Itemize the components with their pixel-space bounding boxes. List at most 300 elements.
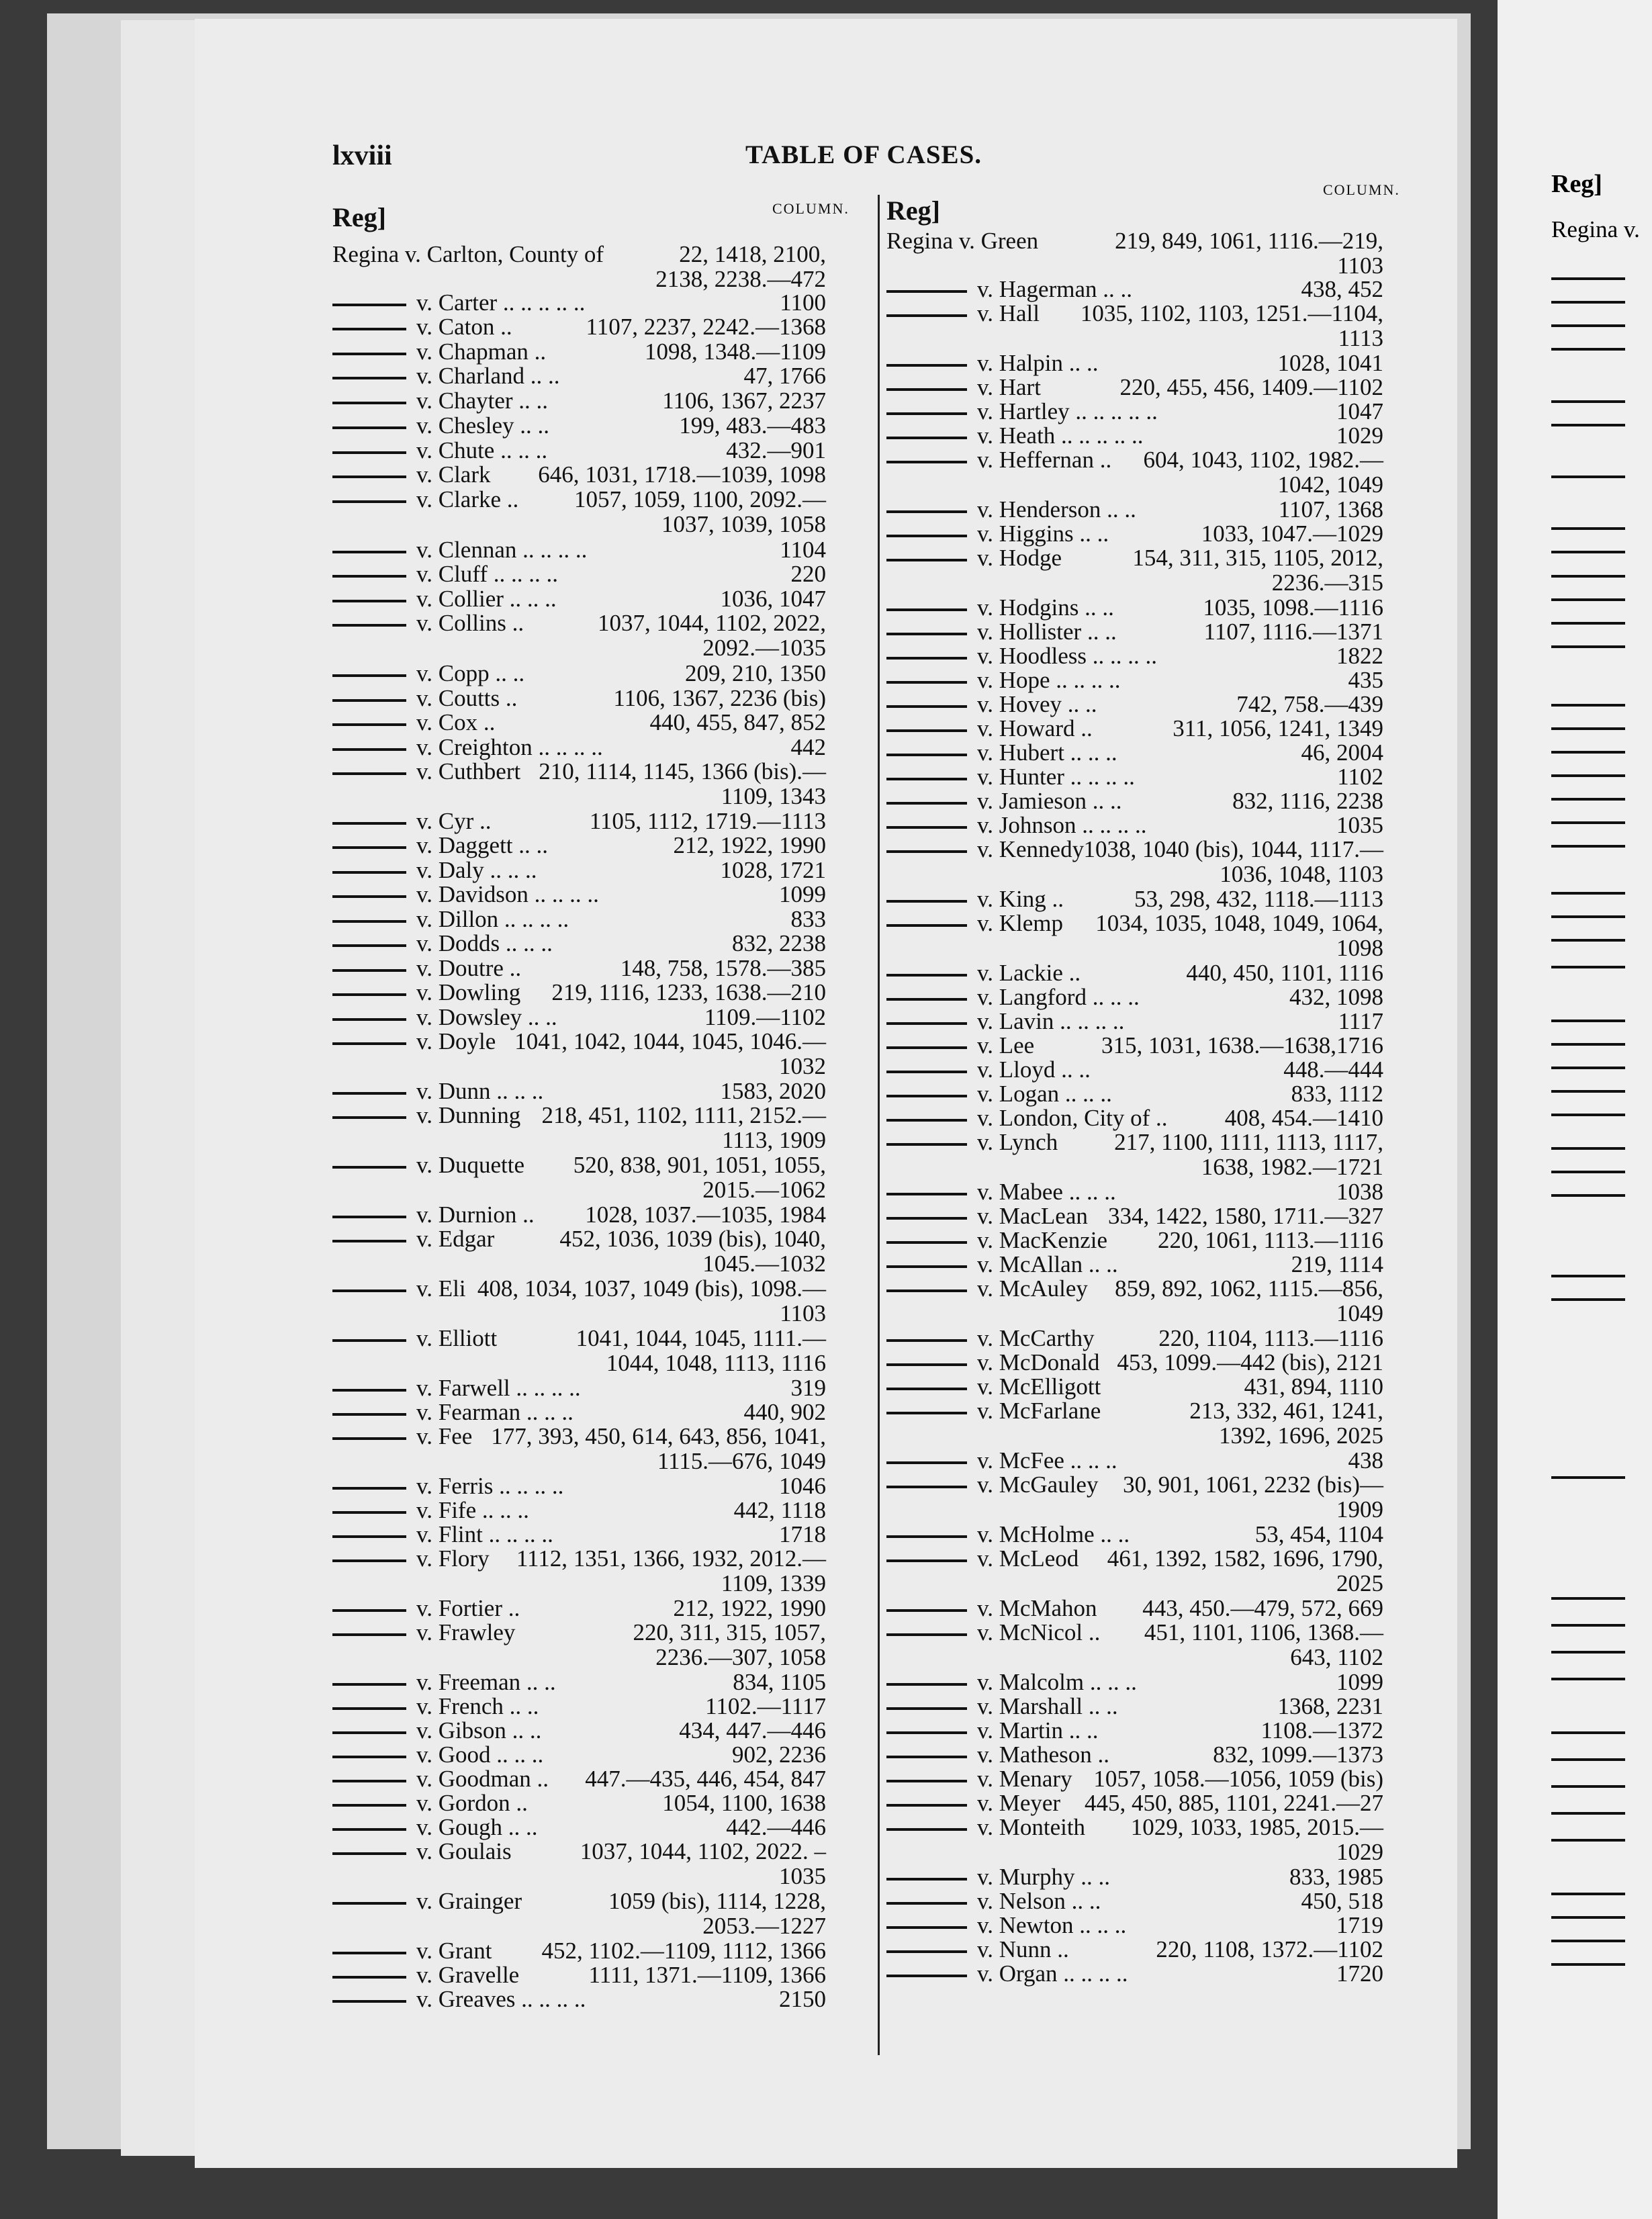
case-column-refs: 1720 [1336, 1960, 1383, 1987]
case-name: v. Fearman .. .. .. [416, 1399, 573, 1425]
case-column-refs: 212, 1922, 1990 [673, 1595, 826, 1621]
case-column-refs: 1106, 1367, 2236 (bis) [613, 685, 826, 711]
ditto-dash [886, 998, 967, 1001]
ditto-dash [886, 412, 967, 415]
case-name: v. McAllan .. .. [977, 1251, 1118, 1277]
case-column-refs: 1822 [1336, 643, 1383, 669]
case-name: v. McFee .. .. .. [977, 1447, 1117, 1474]
case-column-refs: 47, 1766 [743, 363, 826, 389]
ditto-dash [332, 451, 406, 454]
case-column-refs: 461, 1392, 1582, 1696, 1790, [1107, 1545, 1383, 1572]
case-column-refs: 431, 894, 1110 [1244, 1373, 1383, 1400]
right-column-label: COLUMN. [1323, 181, 1400, 198]
case-entry [886, 1889, 1397, 1913]
ditto-dash [1551, 751, 1625, 754]
ditto-dash [886, 974, 967, 977]
ditto-dash [332, 377, 406, 379]
case-entry [886, 788, 1397, 813]
case-name: v. Hartley .. .. .. .. .. [977, 398, 1158, 424]
case-column-refs: 311, 1056, 1241, 1349 [1173, 715, 1383, 741]
case-column-refs: 1111, 1371.—1109, 1366 [588, 1962, 826, 1988]
case-column-refs-continued: 1113, 1909 [722, 1127, 826, 1153]
case-column-refs: 1037, 1044, 1102, 2022. – [580, 1838, 826, 1864]
ditto-dash [1551, 575, 1625, 578]
ditto-dash [886, 1388, 967, 1390]
case-entry [332, 661, 839, 686]
case-column-refs: 1033, 1047.—1029 [1201, 520, 1383, 547]
case-column-refs-continued: 1032 [779, 1053, 826, 1079]
ditto-dash [1551, 1940, 1625, 1942]
case-name: v. Henderson .. .. [977, 496, 1136, 523]
ditto-dash [886, 1119, 967, 1122]
case-entry [332, 907, 839, 932]
case-column-refs: 46, 2004 [1301, 739, 1383, 766]
left-column-head: Reg] [332, 202, 386, 232]
case-column-refs: 1028, 1037.—1035, 1984 [585, 1202, 826, 1228]
ditto-dash [332, 699, 406, 702]
case-column-refs: 443, 450.—479, 572, 669 [1142, 1595, 1383, 1621]
case-entry [886, 595, 1397, 620]
case-entry [886, 1228, 1397, 1253]
case-column-refs: 1107, 2237, 2242.—1368 [586, 314, 826, 340]
ditto-dash [1551, 400, 1625, 403]
case-column-refs: 833 [790, 906, 826, 932]
case-name: v. Hart [977, 374, 1041, 400]
case-name: v. Kennedy [977, 836, 1085, 862]
case-name: v. Dillon .. .. .. .. [416, 906, 569, 932]
ditto-dash [886, 388, 967, 391]
case-entry [332, 931, 839, 956]
ditto-dash [1551, 1171, 1625, 1173]
case-column-refs: 219, 1116, 1233, 1638.—210 [551, 979, 826, 1005]
ditto-dash [886, 1559, 967, 1562]
case-name: v. Mabee .. .. .. [977, 1179, 1116, 1205]
case-column-refs: 220, 455, 456, 1409.—1102 [1119, 374, 1383, 400]
case-name: v. Doutre .. [416, 955, 522, 981]
next-page-subhead: Regina v. [1551, 216, 1640, 242]
case-column-refs: 209, 210, 1350 [685, 660, 826, 686]
case-entry [886, 1718, 1397, 1743]
case-column-refs: 832, 2238 [732, 930, 826, 956]
case-column-refs: 1041, 1042, 1044, 1045, 1046.— [514, 1028, 826, 1054]
case-name: v. London, City of .. [977, 1105, 1168, 1131]
ditto-dash [886, 924, 967, 927]
right-column-head: Reg] [886, 195, 940, 226]
case-column-refs: 646, 1031, 1718.—1039, 1098 [538, 461, 826, 488]
case-column-refs: 1057, 1059, 1100, 2092.— [574, 486, 826, 512]
case-entry [886, 1057, 1397, 1082]
case-name: v. Greaves .. .. .. .. [416, 1986, 586, 2012]
case-column-refs: 148, 758, 1578.—385 [620, 955, 826, 981]
case-entry [886, 740, 1397, 765]
case-column-refs: 1035, 1102, 1103, 1251.—1104, [1080, 300, 1383, 326]
ditto-dash [332, 600, 406, 602]
case-name: v. Clarke .. [416, 486, 519, 512]
ditto-dash [886, 850, 967, 853]
ditto-dash [332, 402, 406, 404]
ditto-dash [886, 1756, 967, 1758]
case-entry [886, 837, 1397, 887]
case-column-refs: 220, 1104, 1113.—1116 [1158, 1325, 1383, 1351]
case-name: v. Lavin .. .. .. .. [977, 1008, 1125, 1034]
case-name: v. Cox .. [416, 709, 496, 735]
case-name: v. Lackie .. [977, 960, 1081, 986]
case-entry [886, 1694, 1397, 1719]
ditto-dash [332, 920, 406, 923]
case-column-refs: 1028, 1721 [720, 857, 826, 883]
case-column-refs: 447.—435, 446, 454, 847 [585, 1766, 826, 1792]
case-column-refs: 22, 1418, 2100, [679, 241, 826, 267]
case-name: v. Fife .. .. .. [416, 1497, 529, 1523]
case-name: v. Hollister .. .. [977, 619, 1117, 645]
case-name: v. Gough .. .. [416, 1814, 538, 1840]
case-column-refs-continued: 2015.—1062 [702, 1177, 826, 1203]
ditto-dash [1551, 1758, 1625, 1761]
case-column-refs: 902, 2236 [732, 1741, 826, 1768]
case-entry [886, 1472, 1397, 1522]
ditto-dash [886, 900, 967, 903]
case-name: v. Flint .. .. .. .. [416, 1521, 553, 1547]
case-name: Regina v. Carlton, County of [332, 241, 604, 267]
case-entry [886, 1204, 1397, 1228]
case-column-refs: 1038, 1040 (bis), 1044, 1117.— [1083, 836, 1383, 862]
case-name: v. Freeman .. .. [416, 1669, 556, 1695]
case-column-refs: 1035, 1098.—1116 [1203, 594, 1383, 621]
case-name: v. Chapman .. [416, 338, 547, 365]
ditto-dash [332, 1389, 406, 1392]
case-column-refs: 177, 393, 450, 614, 643, 856, 1041, [491, 1423, 826, 1449]
ditto-dash [332, 1559, 406, 1562]
case-name: v. Grainger [416, 1888, 522, 1914]
ditto-dash [332, 1609, 406, 1612]
case-column-refs: 1102 [1337, 764, 1383, 790]
ditto-dash [332, 426, 406, 429]
case-name: v. Hovey .. .. [977, 691, 1097, 717]
case-column-refs: 220, 311, 315, 1057, [633, 1619, 826, 1645]
ditto-dash [332, 1535, 406, 1538]
case-entry [332, 759, 839, 809]
ditto-dash [332, 1018, 406, 1021]
case-column-refs: 1059 (bis), 1114, 1228, [608, 1888, 826, 1914]
case-name: v. Gordon .. [416, 1790, 528, 1816]
case-name: v. McMahon [977, 1595, 1097, 1621]
ditto-dash [1551, 966, 1625, 968]
ditto-dash [1551, 915, 1625, 918]
ditto-dash [332, 993, 406, 996]
ditto-dash [1551, 1731, 1625, 1734]
case-entry [886, 1448, 1397, 1473]
case-entry [332, 833, 839, 858]
case-name: v. Daggett .. .. [416, 832, 549, 858]
case-entry [332, 290, 839, 315]
case-name: v. Gravelle [416, 1962, 520, 1988]
case-column-refs: 220, 1061, 1113.—1116 [1157, 1227, 1383, 1253]
ditto-dash [332, 1756, 406, 1758]
case-column-refs-continued: 1115.—676, 1049 [657, 1448, 826, 1474]
case-name: v. Lloyd .. .. [977, 1056, 1091, 1083]
case-entry [332, 388, 839, 413]
ditto-dash [1551, 476, 1625, 478]
case-column-refs: 832, 1099.—1373 [1213, 1741, 1383, 1768]
case-column-refs-continued: 1044, 1048, 1113, 1116 [606, 1350, 826, 1376]
ditto-dash [886, 1878, 967, 1881]
case-column-refs-continued: 1638, 1982.—1721 [1201, 1154, 1383, 1180]
ditto-dash [886, 535, 967, 537]
case-entry [886, 1033, 1397, 1058]
case-entry [886, 301, 1397, 351]
case-entry [332, 710, 839, 735]
case-column-refs: 217, 1100, 1111, 1113, 1117, [1114, 1129, 1383, 1155]
case-name: v. Matheson .. [977, 1741, 1110, 1768]
ditto-dash [332, 353, 406, 355]
case-name: v. Cluff .. .. .. .. [416, 561, 558, 587]
case-entry [332, 1815, 839, 1840]
ditto-dash [886, 1265, 967, 1268]
ditto-dash [886, 802, 967, 805]
case-name: v. Higgins .. .. [977, 520, 1109, 547]
case-entry [332, 1498, 839, 1523]
case-name: v. McFarlane [977, 1398, 1101, 1424]
case-column-refs: 220 [790, 561, 826, 587]
case-name: v. Ferris .. .. .. .. [416, 1473, 564, 1499]
case-column-refs: 53, 454, 1104 [1254, 1521, 1383, 1547]
case-entry [332, 1103, 839, 1152]
ditto-dash [332, 1487, 406, 1490]
case-column-refs: 408, 454.—1410 [1224, 1105, 1383, 1131]
case-column-refs-continued: 1037, 1039, 1058 [661, 511, 826, 537]
case-entry [886, 497, 1397, 522]
case-name: Regina v. Green [886, 228, 1039, 254]
ditto-dash [1551, 1275, 1625, 1277]
case-column-refs: 154, 311, 315, 1105, 2012, [1132, 545, 1383, 571]
case-column-refs: 1029 [1336, 422, 1383, 449]
case-column-refs: 30, 901, 1061, 2232 (bis)— [1123, 1471, 1383, 1498]
case-entry [886, 1815, 1397, 1864]
case-name: v. Chute .. .. .. [416, 437, 548, 463]
case-entry [332, 882, 839, 907]
ditto-dash [1551, 1916, 1625, 1919]
ditto-dash [332, 1216, 406, 1218]
ditto-dash [332, 1828, 406, 1831]
case-entry [886, 1276, 1397, 1326]
column-divider [878, 195, 880, 2055]
case-entry [332, 735, 839, 760]
case-column-refs: 834, 1105 [733, 1669, 826, 1695]
case-entry [332, 809, 839, 833]
case-name: v. Heath .. .. .. .. .. [977, 422, 1144, 449]
case-column-refs: 1099 [779, 881, 826, 907]
ditto-dash [1551, 645, 1625, 648]
case-name: v. Organ .. .. .. .. [977, 1960, 1128, 1987]
case-entry [886, 813, 1397, 837]
case-entry [886, 1961, 1397, 1986]
ditto-dash [1551, 727, 1625, 730]
case-entry [332, 1276, 839, 1326]
ditto-dash [886, 1707, 967, 1710]
case-name: v. Hodgins .. .. [977, 594, 1114, 621]
ditto-dash [886, 1412, 967, 1414]
ditto-dash [886, 1071, 967, 1073]
case-entry [886, 1130, 1397, 1179]
page-number: lxviii [332, 140, 392, 171]
ditto-dash [1551, 1298, 1625, 1301]
case-column-refs: 520, 838, 901, 1051, 1055, [573, 1152, 826, 1178]
ditto-dash [332, 1042, 406, 1045]
case-column-refs: 438, 452 [1301, 276, 1383, 302]
case-column-refs: 315, 1031, 1638.—1638,1716 [1101, 1032, 1383, 1058]
case-column-refs: 220, 1108, 1372.—1102 [1156, 1936, 1383, 1962]
ditto-dash [886, 1780, 967, 1782]
case-column-refs: 440, 450, 1101, 1116 [1186, 960, 1383, 986]
ditto-dash [886, 1535, 967, 1538]
case-name: v. Jamieson .. .. [977, 788, 1122, 814]
next-page-fragment [1498, 0, 1652, 2219]
ditto-dash [886, 778, 967, 780]
ditto-dash [886, 1046, 967, 1049]
ditto-dash [332, 500, 406, 503]
case-column-refs: 1105, 1112, 1719.—1113 [589, 808, 826, 834]
ditto-dash [886, 1609, 967, 1612]
case-name: v. Dowling [416, 979, 521, 1005]
ditto-dash [332, 674, 406, 677]
case-entry [886, 716, 1397, 741]
case-name: v. Klemp [977, 910, 1063, 936]
case-entry [886, 887, 1397, 911]
case-name: v. Clark [416, 461, 491, 488]
ditto-dash [886, 1633, 967, 1636]
ditto-dash [332, 1852, 406, 1855]
case-entry [332, 980, 839, 1005]
case-entry [886, 1864, 1397, 1889]
case-name: v. Dunning [416, 1102, 521, 1128]
case-entry [886, 375, 1397, 400]
case-entry [332, 438, 839, 463]
ditto-dash [1551, 424, 1625, 426]
ditto-dash [886, 1902, 967, 1905]
case-name: v. Creighton .. .. .. .. [416, 734, 603, 760]
case-entry [886, 351, 1397, 375]
case-column-refs: 432.—901 [726, 437, 826, 463]
case-name: v. Chesley .. .. [416, 412, 549, 439]
case-name: v. Logan .. .. .. [977, 1081, 1112, 1107]
case-name: v. Clennan .. .. .. .. [416, 537, 588, 563]
case-name: v. Grant [416, 1938, 492, 1964]
case-entry [886, 423, 1397, 448]
case-name: v. Dunn .. .. .. [416, 1078, 544, 1104]
ditto-dash [886, 633, 967, 635]
case-name: v. Fortier .. [416, 1595, 520, 1621]
case-column-refs: 833, 1112 [1291, 1081, 1383, 1107]
ditto-dash [332, 969, 406, 972]
case-column-refs: 1041, 1044, 1045, 1111.— [576, 1325, 826, 1351]
ditto-dash [1551, 1067, 1625, 1069]
case-column-refs-continued: 1109, 1343 [721, 783, 826, 809]
ditto-dash [1551, 1624, 1625, 1627]
case-entry [332, 1620, 839, 1670]
ditto-dash [1551, 1651, 1625, 1654]
case-name: v. Daly .. .. .. [416, 857, 537, 883]
case-entry [886, 764, 1397, 789]
case-entry [886, 1596, 1397, 1621]
case-column-refs: 453, 1099.—442 (bis), 2121 [1117, 1349, 1383, 1375]
case-column-refs-continued: 1103 [1337, 253, 1383, 279]
case-entry [886, 399, 1397, 424]
ditto-dash [886, 461, 967, 463]
case-column-refs: 451, 1101, 1106, 1368.— [1144, 1619, 1383, 1645]
ditto-dash [886, 1461, 967, 1464]
ditto-dash [332, 723, 406, 726]
case-name: v. Hunter .. .. .. .. [977, 764, 1135, 790]
ditto-dash [1551, 324, 1625, 327]
ditto-dash [1551, 704, 1625, 707]
case-entry [886, 1374, 1397, 1399]
case-entry [332, 413, 839, 438]
ditto-dash [886, 1950, 967, 1953]
ditto-dash [332, 1116, 406, 1119]
ditto-dash [332, 1952, 406, 1954]
case-name: v. Davidson .. .. .. .. [416, 881, 599, 907]
ditto-dash [886, 705, 967, 708]
book-page [195, 19, 1457, 2168]
case-column-refs-continued: 2025 [1336, 1570, 1383, 1596]
case-column-refs: 1028, 1041 [1277, 350, 1383, 376]
case-column-refs: 199, 483.—483 [679, 412, 826, 439]
ditto-dash [886, 1804, 967, 1807]
page-edge [121, 20, 201, 2156]
case-column-refs-continued: 2092.—1035 [702, 635, 826, 661]
case-column-refs: 319 [790, 1375, 826, 1401]
ditto-dash [332, 1413, 406, 1416]
case-column-refs: 833, 1985 [1289, 1864, 1383, 1890]
case-name: v. McLeod [977, 1545, 1079, 1572]
ditto-dash [1551, 1114, 1625, 1116]
ditto-dash [1551, 939, 1625, 942]
case-column-refs: 1117 [1338, 1008, 1383, 1034]
case-entry [332, 1474, 839, 1498]
case-column-refs-continued: 2236.—315 [1271, 570, 1383, 596]
case-name: v. Copp .. .. [416, 660, 525, 686]
ditto-dash [1551, 598, 1625, 601]
case-column-refs: 440, 902 [743, 1399, 826, 1425]
case-name: v. Hall [977, 300, 1040, 326]
case-name: v. Monteith [977, 1814, 1086, 1840]
case-column-refs: 448.—444 [1283, 1056, 1383, 1083]
ditto-dash [886, 1217, 967, 1220]
ditto-dash [886, 1241, 967, 1244]
case-column-refs: 442.—446 [726, 1814, 826, 1840]
case-name: v. Collier .. .. .. [416, 586, 557, 612]
ditto-dash [332, 1511, 406, 1514]
ditto-dash [886, 510, 967, 513]
ditto-dash [1551, 1020, 1625, 1022]
ditto-dash [1551, 1785, 1625, 1788]
case-entry [332, 858, 839, 882]
case-column-refs: 452, 1036, 1039 (bis), 1040, [559, 1226, 826, 1252]
case-column-refs-continued: 1029 [1336, 1839, 1383, 1865]
case-column-refs-continued: 1049 [1336, 1300, 1383, 1326]
case-name: v. Carter .. .. .. .. .. [416, 289, 586, 316]
ditto-dash [332, 1339, 406, 1342]
ditto-dash [332, 575, 406, 578]
case-entry [886, 521, 1397, 546]
case-entry [886, 1350, 1397, 1375]
case-entry [332, 586, 839, 611]
case-entry [886, 1766, 1397, 1791]
ditto-dash [1551, 1043, 1625, 1046]
case-name: v. Frawley [416, 1619, 516, 1645]
case-name: v. Meyer [977, 1790, 1061, 1816]
case-column-refs: 1104 [780, 537, 826, 563]
